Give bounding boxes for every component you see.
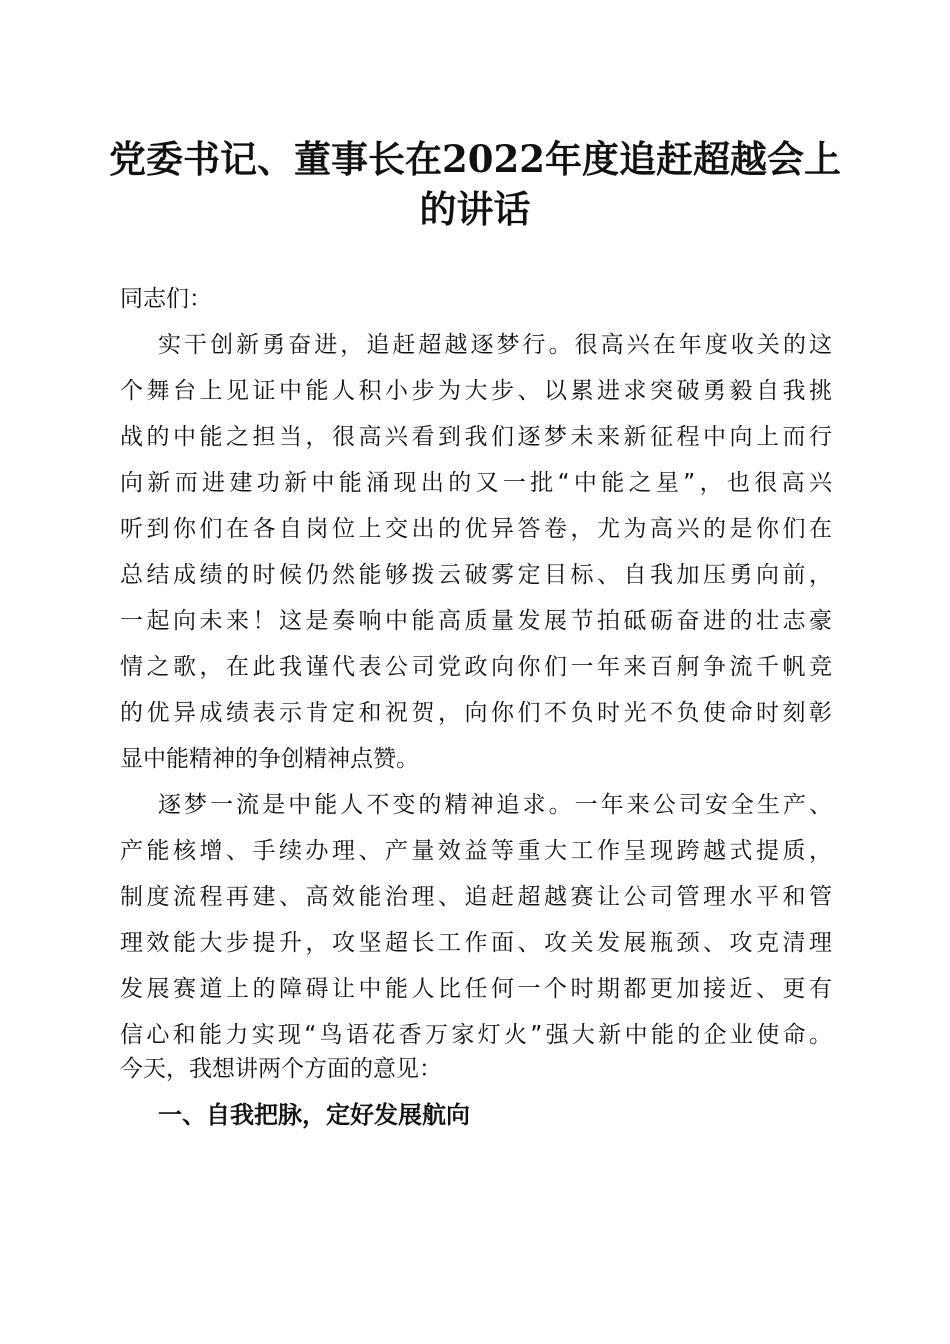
paragraph-1-line: 一起向未来！这是奏响中能高质量发展节拍砥砺奋进的壮志豪 [120, 608, 832, 634]
paragraph-1-line: 听到你们在各自岗位上交出的优异答卷，尤为高兴的是你们在 [120, 516, 832, 542]
paragraph-2-line: 信心和能力实现“鸟语花香万家灯火”强大新中能的企业使命。 [120, 1022, 832, 1048]
paragraph-2-line: 制度流程再建、高效能治理、追赶超越赛让公司管理水平和管 [120, 884, 832, 910]
document-title-line-1: 党委书记、董事长在2022年度追赶超越会上 [109, 137, 841, 181]
paragraph-2-line: 发展赛道上的障碍让中能人比任何一个时期都更加接近、更有 [120, 976, 832, 1002]
paragraph-2-line: 逐梦一流是中能人不变的精神追求。一年来公司安全生产、 [158, 792, 832, 818]
paragraph-1-line: 个舞台上见证中能人积小步为大步、以累进求突破勇毅自我挑 [120, 378, 832, 404]
section-heading: 一、自我把脉，定好发展航向 [158, 1101, 470, 1129]
paragraph-1-line: 总结成绩的时候仍然能够拨云破雾定目标、自我加压勇向前， [120, 562, 832, 588]
paragraph-2-line: 产能核增、手续办理、产量效益等重大工作呈现跨越式提质， [120, 838, 832, 864]
paragraph-1-line: 向新而进建功新中能涌现出的又一批“中能之星”，也很高兴 [120, 470, 832, 496]
document-title-line-2: 的讲话 [419, 187, 531, 231]
paragraph-2-line: 今天，我想讲两个方面的意见： [120, 1056, 442, 1082]
paragraph-1-line: 情之歌，在此我谨代表公司党政向你们一年来百舸争流千帆竞 [120, 654, 832, 680]
paragraph-1-line: 实干创新勇奋进，追赶超越逐梦行。很高兴在年度收关的这 [158, 332, 832, 358]
paragraph-1-line: 战的中能之担当，很高兴看到我们逐梦未来新征程中向上而行 [120, 424, 832, 450]
salutation: 同志们： [120, 286, 212, 312]
paragraph-2-line: 理效能大步提升，攻坚超长工作面、攻关发展瓶颈、攻克清理 [120, 930, 832, 956]
paragraph-1-line: 显中能精神的争创精神点赞。 [120, 746, 419, 772]
paragraph-1-line: 的优异成绩表示肯定和祝贺，向你们不负时光不负使命时刻彰 [120, 700, 832, 726]
